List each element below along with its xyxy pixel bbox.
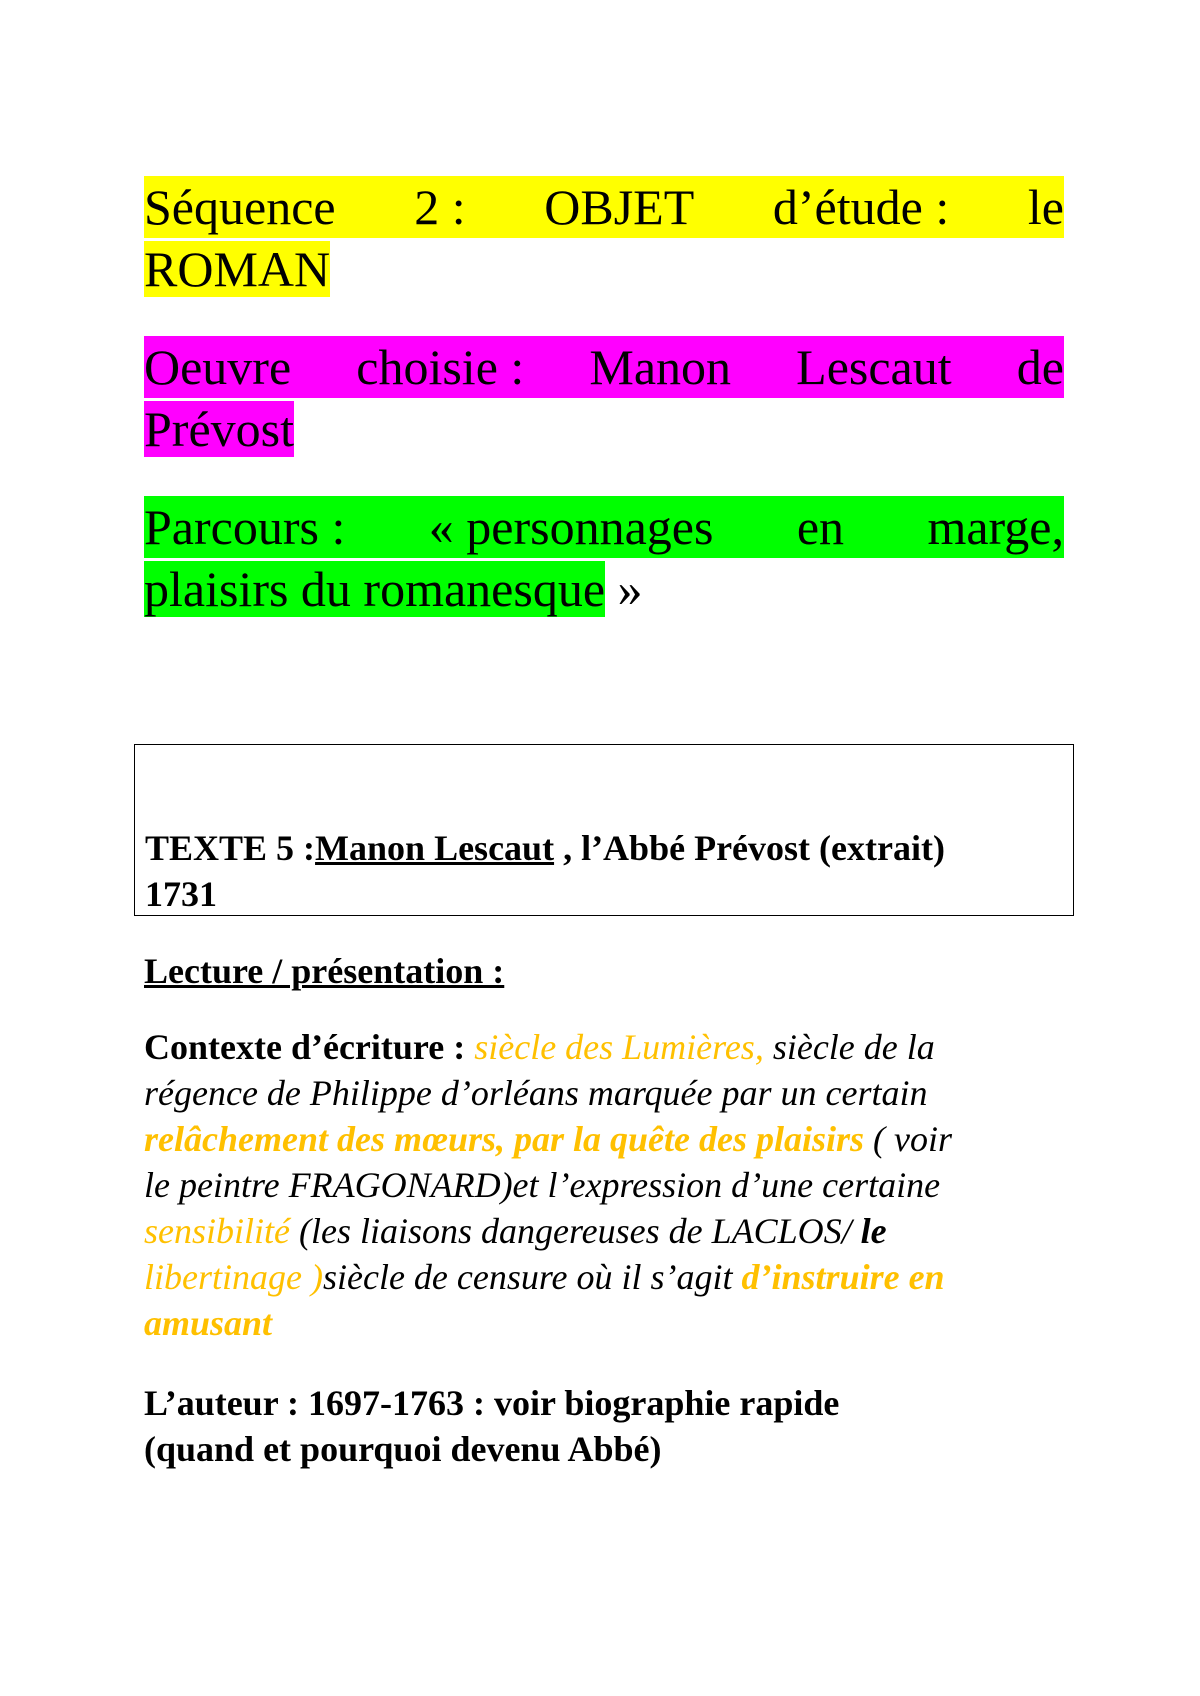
sequence-word: d’étude : — [772, 179, 950, 235]
contexte-highlight: sensibilité — [144, 1211, 290, 1251]
oeuvre-word: Manon — [589, 339, 732, 395]
text-title — [145, 825, 1065, 917]
parcours-word: Parcours : — [144, 499, 346, 555]
oeuvre-word: choisie : — [356, 339, 525, 395]
parcours-word: « personnages — [428, 499, 714, 555]
parcours-word: en — [796, 499, 845, 555]
sequence-word: le — [1027, 179, 1064, 235]
text-title-prefix: TEXTE 5 : — [145, 828, 316, 868]
contexte-highlight: siècle des Lumières, — [474, 1027, 764, 1067]
parcours-highlight: plaisirs du romanesque — [144, 561, 606, 617]
oeuvre-word: Oeuvre — [144, 339, 292, 395]
contexte-highlight: libertinage ) — [144, 1257, 323, 1297]
parcours-word: marge, — [927, 499, 1064, 555]
contexte-label: Contexte d’écriture : — [144, 1027, 475, 1067]
contexte-text: siècle de censure où il s’agit — [322, 1257, 742, 1297]
contexte-line — [144, 1162, 1074, 1208]
contexte-line — [144, 1070, 1074, 1116]
contexte-text: le peintre FRAGONARD)et l’expression d’une certaine — [144, 1165, 941, 1205]
oeuvre-word: Lescaut — [796, 339, 952, 395]
text-title-year: 1731 — [145, 874, 217, 914]
oeuvre-line-2 — [144, 398, 1064, 460]
contexte-highlight: amusant — [144, 1303, 273, 1343]
contexte-line — [144, 1208, 1074, 1254]
contexte-text: régence de Philippe d’orléans marquée par un certain — [144, 1073, 928, 1113]
parcours-line-2 — [144, 558, 1064, 620]
sequence-line-2 — [144, 238, 1064, 300]
oeuvre-author: Prévost — [144, 401, 294, 457]
sequence-word: Séquence — [144, 179, 336, 235]
sequence-roman: ROMAN — [144, 241, 331, 297]
parcours-tail: » — [605, 561, 643, 617]
contexte-line — [144, 1300, 1074, 1346]
contexte-paragraph — [144, 1024, 1074, 1346]
oeuvre-line-1 — [144, 336, 1064, 398]
auteur-paragraph — [144, 1380, 1074, 1472]
contexte-line — [144, 1254, 1074, 1300]
contexte-bold: le — [860, 1211, 887, 1251]
auteur-line: (quand et pourquoi devenu Abbé) — [144, 1429, 662, 1469]
contexte-text: ( voir — [864, 1119, 953, 1159]
work-title: Manon Lescaut — [315, 828, 555, 868]
sequence-heading — [144, 176, 1064, 300]
contexte-line — [144, 1024, 1074, 1070]
lecture-heading: Lecture / présentation : — [144, 951, 505, 991]
sequence-word: 2 : — [414, 179, 466, 235]
text-title-suffix: , l’Abbé Prévost (extrait) — [554, 828, 945, 868]
text-title-box — [134, 744, 1074, 916]
oeuvre-heading — [144, 336, 1064, 460]
parcours-line-1 — [144, 496, 1064, 558]
sequence-line-1 — [144, 176, 1064, 238]
contexte-text: siècle de la — [763, 1027, 935, 1067]
contexte-highlight: d’instruire en — [741, 1257, 945, 1297]
contexte-line — [144, 1116, 1074, 1162]
sequence-word: OBJET — [544, 179, 695, 235]
contexte-highlight: relâchement des mœurs, par la quête des plaisirs — [144, 1119, 865, 1159]
auteur-line: L’auteur : 1697-1763 : voir biographie rapide — [144, 1383, 840, 1423]
contexte-text: (les liaisons dangereuses de LACLOS/ — [290, 1211, 861, 1251]
parcours-heading — [144, 496, 1064, 620]
oeuvre-word: de — [1016, 339, 1064, 395]
